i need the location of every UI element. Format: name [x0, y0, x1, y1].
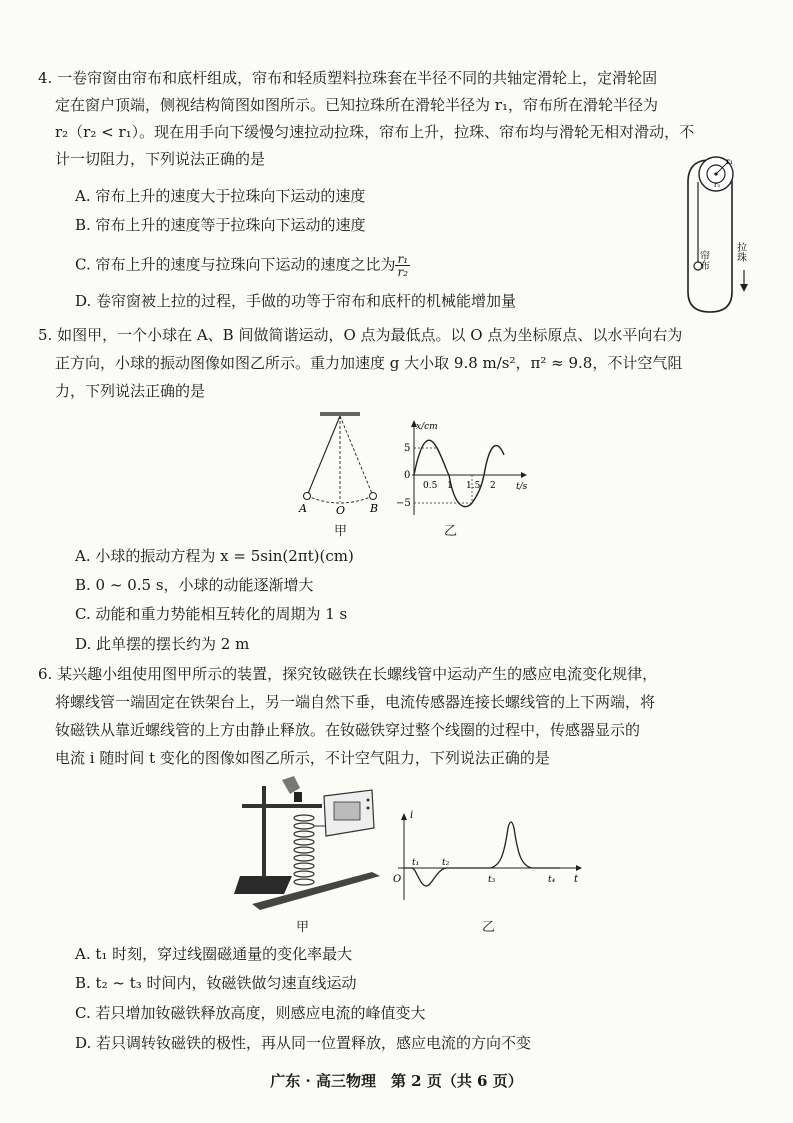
i-axis-arrow-icon: [401, 813, 407, 820]
pendulum-figure: [290, 410, 390, 522]
q4-line-1: 4. 一卷帘窗由帘布和底杆组成，帘布和轻质塑料拉珠套在半径不同的共轴定滑轮上，定滑轮固: [38, 69, 658, 87]
sensor-knob: [367, 799, 370, 802]
xtick-1: 1: [447, 481, 453, 491]
stand-clamp: [242, 804, 322, 808]
q4-option-d: D. 卷帘窗被上拉的过程，手做的功等于帘布和底杆的机械能增加量: [75, 292, 517, 310]
vibration-graph: [390, 415, 535, 520]
t4-label: t₄: [548, 875, 556, 885]
q6-line-4: 电流 i 随时间 t 变化的图像如图乙所示，不计空气阻力，下列说法正确的是: [55, 749, 550, 767]
graph-ylabel: x/cm: [416, 422, 438, 432]
sensor-screen: [334, 802, 360, 820]
current-graph: [390, 808, 590, 908]
point-b-label: B: [370, 502, 379, 515]
q6-line-3: 钕磁铁从靠近螺线管的上方由静止释放。在钕磁铁穿过整个线圈的过程中，传感器显示的: [55, 721, 641, 739]
t2-label: t₂: [442, 858, 450, 868]
point-o-label: O: [336, 504, 346, 517]
xtick-2: 2: [490, 481, 496, 491]
t-label: t: [574, 874, 579, 885]
ytick-5: 5: [404, 443, 411, 454]
q6-line-1: 6. 某兴趣小组使用图甲所示的装置，探究钕磁铁在长螺线管中运动产生的感应电流变化规律，: [38, 665, 658, 683]
q4-line-4: 计一切阻力，下列说法正确的是: [55, 150, 266, 168]
q5-line-2: 正方向，小球的振动图像如图乙所示。重力加速度 g 大小取 9.8 m/s²，π² ≈ 9.8，不计空气阻: [55, 354, 683, 372]
t-axis-arrow-icon: [521, 472, 527, 478]
q6-option-c: C. 若只增加钕磁铁释放高度，则感应电流的峰值变大: [75, 1004, 426, 1022]
ball-b: [370, 493, 377, 500]
stand-base: [234, 876, 292, 894]
hand-icon: [282, 776, 300, 794]
i-label: i: [410, 810, 414, 821]
r1-label: r₁: [726, 157, 734, 166]
q4-line-2: 定在窗户顶端，侧视结构简图如图所示。已知拉珠所在滑轮半径为 r₁，帘布所在滑轮半径为: [55, 96, 658, 114]
q4-line-3: r₂（r₂ < r₁）。现在用手向下缓慢匀速拉动拉珠，帘布上升，拉珠、帘布均与滑轮无相对滑动，不: [55, 123, 695, 141]
q4-option-a: A. 帘布上升的速度大于拉珠向下运动的速度: [75, 187, 366, 205]
q4-option-b: B. 帘布上升的速度等于拉珠向下运动的速度: [75, 216, 366, 234]
pendulum-string-b: [340, 416, 373, 496]
q6-line-2: 将螺线管一端固定在铁架台上，另一端自然下垂，电流传感器连接长螺线管的上下两端，将: [55, 693, 656, 711]
q5-option-d: D. 此单摆的摆长约为 2 m: [75, 635, 250, 653]
stand-pole: [262, 786, 266, 878]
sine-curve: [414, 440, 504, 506]
q5-fig-yi-caption: 乙: [444, 524, 458, 539]
q5-option-b: B. 0 ~ 0.5 s，小球的动能逐渐增大: [75, 576, 314, 594]
t-axis-arrow-icon: [576, 865, 582, 871]
pendulum-string-a: [307, 416, 340, 496]
q6-option-d: D. 若只调转钕磁铁的极性，再从同一位置释放，感应电流的方向不变: [75, 1034, 532, 1052]
q6-fig-jia-caption: 甲: [296, 920, 310, 935]
bead-label: 拉珠: [734, 242, 746, 262]
q5-line-1: 5. 如图甲，一个小球在 A、B 间做简谐运动，O 点为最低点。以 O 点为坐标原点、以水平向右为: [38, 326, 683, 344]
apparatus-figure: [232, 776, 382, 916]
roller-blind-figure: [670, 152, 760, 320]
q6-fig-yi-caption: 乙: [482, 920, 496, 935]
ytick-0: 0: [404, 470, 411, 481]
t1-label: t₁: [412, 858, 420, 868]
t3-label: t₃: [488, 875, 496, 885]
pendulum-support: [320, 412, 360, 416]
q5-option-c: C. 动能和重力势能相互转化的周期为 1 s: [75, 605, 348, 623]
r2-label: r₂: [714, 181, 721, 189]
solenoid-coil: [294, 815, 314, 885]
magnet: [294, 792, 302, 802]
xtick-1-5: 1.5: [466, 481, 481, 491]
curtain-label: 帘布: [697, 250, 709, 270]
ball-a: [304, 493, 311, 500]
q5-option-a: A. 小球的振动方程为 x = 5sin(2πt)(cm): [75, 547, 354, 565]
current-curve: [404, 822, 560, 886]
sensor-knob-2: [367, 807, 370, 810]
graph-xlabel: t/s: [516, 482, 528, 492]
q4-option-c: [75, 253, 410, 278]
q5-fig-jia-caption: 甲: [334, 524, 348, 539]
xtick-0-5: 0.5: [423, 481, 438, 491]
q4-option-c-text: C. 帘布上升的速度与拉珠向下运动的速度之比为: [75, 255, 396, 274]
page-footer: 广东 · 高三物理 第 2 页（共 6 页）: [270, 1072, 523, 1090]
q6-option-b: B. t₂ ~ t₃ 时间内，钕磁铁做匀速直线运动: [75, 974, 357, 992]
point-a-label: A: [299, 502, 307, 515]
pull-arrow-icon: [740, 284, 748, 292]
origin-label: O: [393, 874, 402, 885]
q6-option-a: A. t₁ 时刻，穿过线圈磁通量的变化率最大: [75, 945, 353, 963]
fraction-numerator: r₁: [397, 252, 409, 266]
q5-line-3: 力，下列说法正确的是: [55, 382, 206, 400]
fraction-denominator: r₂: [397, 265, 409, 279]
ytick-neg5: −5: [396, 498, 411, 509]
ratio-fraction: [395, 253, 410, 278]
pull-bead-loop: [688, 182, 732, 312]
